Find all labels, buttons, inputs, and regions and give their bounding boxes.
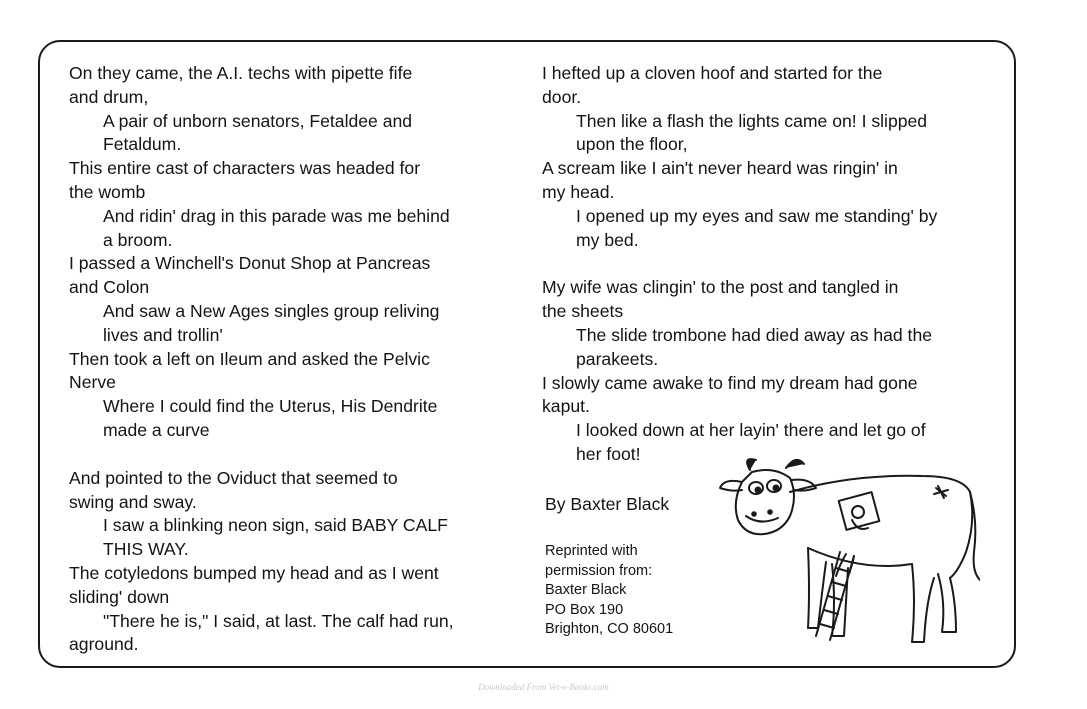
reprint-line: permission from: [545,562,653,579]
poem-line: aground. [69,634,139,655]
poem-line: My wife was clingin' to the post and tangled in [542,277,899,298]
poem-line: the womb [69,181,146,202]
poem-line: The slide trombone had died away as had the [576,324,933,345]
poem-line: my head. [542,181,615,202]
reprint-line: Baxter Black [545,582,627,599]
poem-line: I hefted up a cloven hoof and started for the [542,63,883,83]
poem-line: my bed. [576,229,639,250]
poem-line: A pair of unborn senators, Fetaldee and [103,110,413,131]
poem-line: upon the floor, [576,134,688,155]
reprint-line: PO Box 190 [545,601,624,618]
poem-line: On they came, the A.I. techs with pipette fife [69,63,413,83]
poem-line: I saw a blinking neon sign, said BABY CALF [103,515,448,536]
poem-line: The cotyledons bumped my head and as I went [69,562,439,583]
poem-line: THIS WAY. [103,539,189,560]
poem-line: And saw a New Ages singles group reliving [103,300,440,321]
poem-line [69,443,519,467]
poem-line: the sheets [542,301,624,322]
poem-line: sliding' down [69,586,170,607]
poem-line: Then took a left on Ileum and asked the Pelvic [69,348,430,369]
poem-line: I passed a Winchell's Donut Shop at Pancreas [69,253,431,274]
poem-line: door. [542,86,582,107]
poem-line: I slowly came awake to find my dream had gone [542,372,918,393]
poem-line: I opened up my eyes and saw me standing' by [576,205,938,226]
reprint-notice [545,542,673,640]
poem-line: This entire cast of characters was headed for [69,158,421,179]
reprint-line: Brighton, CO 80601 [545,621,674,638]
poem-line: Where I could find the Uterus, His Dendrite [103,396,438,417]
poem-line: "There he is," I said, at last. The calf had run, [103,610,454,631]
poem-line: Then like a flash the lights came on! I slipped [576,110,928,131]
poem-left-column [69,62,519,657]
poem-line: lives and trollin' [103,324,223,345]
poem-line: made a curve [103,419,210,440]
poem-line: swing and sway. [69,491,197,512]
reprint-line: Reprinted with [545,543,638,559]
poem-line: And ridin' drag in this parade was me behind [103,205,450,226]
poem-line: And pointed to the Oviduct that seemed to [69,467,398,488]
poem-line: parakeets. [576,348,659,369]
poem-line: A scream like I ain't never heard was ringin' in [542,158,898,179]
poem-line: and drum, [69,86,149,107]
poem-right-column [542,62,992,467]
poem-line [542,252,992,276]
author-byline: By Baxter Black [545,494,670,514]
poem-line: her foot! [576,443,641,464]
poem-line: Nerve [69,372,116,393]
watermark: Downloaded From Vet-e-Books.com [478,682,609,692]
poem-line: and Colon [69,277,150,298]
cow-with-vet-on-ladder-icon [712,452,980,652]
poem-line: I looked down at her layin' there and let go of [576,420,926,441]
poem-line: a broom. [103,229,173,250]
poem-line: Fetaldum. [103,134,182,155]
poem-line: kaput. [542,396,590,417]
